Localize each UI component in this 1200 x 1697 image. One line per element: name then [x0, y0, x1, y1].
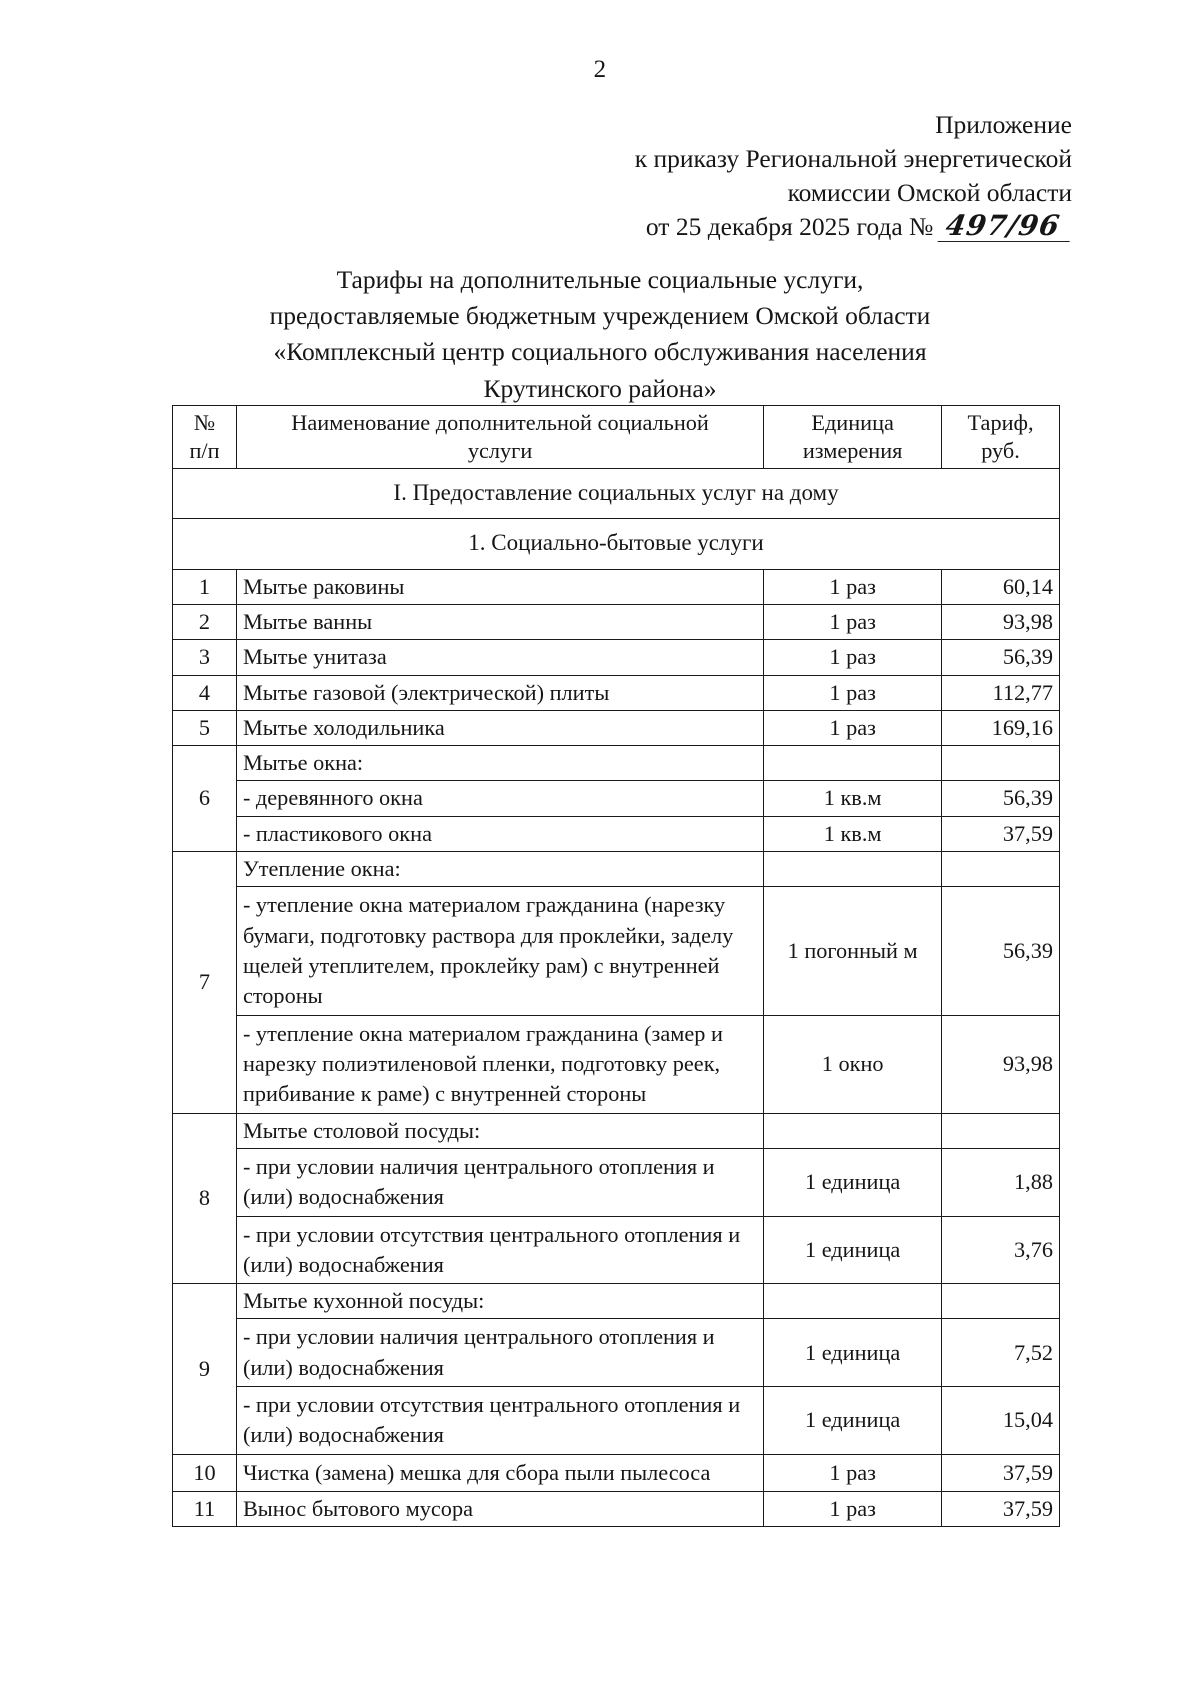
row-price: 37,59: [942, 1492, 1060, 1527]
row-unit: 1 погонный м: [764, 887, 942, 1015]
row-group-header: Мытье окна:: [236, 746, 763, 781]
row-price: 3,76: [942, 1216, 1060, 1284]
row-number: 3: [173, 640, 237, 675]
table-row: [173, 1492, 1060, 1527]
title-line-1: Тарифы на дополнительные социальные услуги,: [336, 265, 864, 294]
row-price: 56,39: [942, 640, 1060, 675]
row-unit: 1 единица: [764, 1319, 942, 1387]
column-header-unit-line1: Единица: [811, 410, 894, 435]
row-service-name: - деревянного окна: [236, 781, 763, 816]
row-unit: 1 раз: [764, 604, 942, 639]
row-unit: 1 раз: [764, 1454, 942, 1491]
column-header-number-line2: п/п: [189, 438, 220, 464]
row-service-name: Мытье газовой (электрической) плиты: [236, 675, 763, 710]
column-header-name-line1: Наименование дополнительной социальной: [291, 410, 709, 435]
column-header-price-line1: Тариф,: [967, 410, 1034, 435]
approval-line-2: к приказу Региональной энергетической: [634, 143, 1072, 173]
row-price: 15,04: [942, 1387, 1060, 1455]
table-row: [173, 1216, 1060, 1284]
column-header-unit: [764, 406, 942, 469]
table-row: [173, 1319, 1060, 1387]
approval-order-line: [552, 210, 1072, 244]
row-service-name: - утепление окна материалом гражданина (нарезку бумаги, подготовку раствора для проклейки, заделу щелей утеплителем, проклейку рам) с внутренней стороны: [236, 887, 763, 1015]
row-unit: 1 раз: [764, 675, 942, 710]
row-service-name: - при условии отсутствия центрального отопления и (или) водоснабжения: [236, 1216, 763, 1284]
row-number: 1: [173, 569, 237, 604]
section-heading-row: [173, 469, 1060, 519]
row-service-name: Мытье холодильника: [236, 710, 763, 745]
row-number: 6: [173, 746, 237, 852]
row-number: 4: [173, 675, 237, 710]
row-price: 93,98: [942, 604, 1060, 639]
row-price: [942, 1284, 1060, 1319]
order-number-handwritten: 497/96: [938, 211, 1075, 242]
row-number: 2: [173, 604, 237, 639]
row-price: 37,59: [942, 1454, 1060, 1491]
row-number: 9: [173, 1284, 237, 1455]
row-unit: 1 окно: [764, 1015, 942, 1113]
title-line-3: «Комплексный центр социального обслуживания населения: [273, 337, 927, 367]
row-service-name: Мытье ванны: [236, 604, 763, 639]
row-unit: 1 раз: [764, 1492, 942, 1527]
column-header-name-line2: услуги: [467, 438, 533, 464]
table-row: [173, 569, 1060, 604]
row-unit: 1 кв.м: [764, 816, 942, 851]
row-price: 60,14: [942, 569, 1060, 604]
row-price: 1,88: [942, 1148, 1060, 1216]
row-unit: 1 раз: [764, 569, 942, 604]
row-service-name: - утепление окна материалом гражданина (замер и нарезку полиэтиленовой пленки, подготовку реек, прибивание к раме) с внутренней стороны: [236, 1015, 763, 1113]
row-service-name: - при условии отсутствия центрального отопления и (или) водоснабжения: [236, 1387, 763, 1455]
table-row: [173, 640, 1060, 675]
row-group-header: Мытье столовой посуды:: [236, 1113, 763, 1148]
column-header-price-line2: руб.: [981, 438, 1020, 464]
approval-line-3: комиссии Омской области: [787, 177, 1072, 207]
row-price: [942, 1113, 1060, 1148]
table-row: [173, 604, 1060, 639]
row-unit: 1 единица: [764, 1216, 942, 1284]
column-header-number: [173, 406, 237, 469]
document-title: [0, 262, 1200, 407]
page-number: 2: [593, 56, 607, 83]
approval-line-1: Приложение: [935, 110, 1072, 139]
row-price: 93,98: [942, 1015, 1060, 1113]
row-unit: 1 кв.м: [764, 781, 942, 816]
row-price: 112,77: [942, 675, 1060, 710]
row-price: 7,52: [942, 1319, 1060, 1387]
table-row: [173, 1454, 1060, 1491]
row-service-name: Мытье унитаза: [236, 640, 763, 675]
row-price: 56,39: [942, 781, 1060, 816]
row-price: [942, 746, 1060, 781]
row-price: 56,39: [942, 887, 1060, 1015]
subsection-heading-1: 1. Социально-бытовые услуги: [173, 519, 1060, 569]
row-unit: 1 раз: [764, 640, 942, 675]
row-price: [942, 852, 1060, 887]
subsection-heading-row: [173, 519, 1060, 569]
row-service-name: Чистка (замена) мешка для сбора пыли пылесоса: [236, 1454, 763, 1491]
section-heading-1: I. Предоставление социальных услуг на дому: [173, 469, 1060, 519]
row-service-name: - пластикового окна: [236, 816, 763, 851]
row-number: 5: [173, 710, 237, 745]
row-number: 8: [173, 1113, 237, 1284]
row-service-name: Вынос бытового мусора: [236, 1492, 763, 1527]
table-row: [173, 781, 1060, 816]
column-header-number-line1: №: [193, 410, 216, 435]
table-row: [173, 1284, 1060, 1319]
table-row: [173, 1113, 1060, 1148]
row-number: 11: [173, 1492, 237, 1527]
column-header-price: [942, 406, 1060, 469]
row-unit: [764, 852, 942, 887]
row-unit: 1 единица: [764, 1387, 942, 1455]
table-row: [173, 1148, 1060, 1216]
table-row: [173, 675, 1060, 710]
row-unit: 1 раз: [764, 710, 942, 745]
row-service-name: Мытье раковины: [236, 569, 763, 604]
row-unit: [764, 1284, 942, 1319]
table-row: [173, 1015, 1060, 1113]
title-line-4: Крутинского района»: [483, 373, 717, 403]
row-number: 10: [173, 1454, 237, 1491]
table-row: [173, 746, 1060, 781]
row-unit: 1 единица: [764, 1148, 942, 1216]
tariff-table: [172, 405, 1060, 1527]
table-row: [173, 887, 1060, 1015]
approval-block: [552, 108, 1072, 244]
row-unit: [764, 1113, 942, 1148]
column-header-service-name: [236, 406, 763, 469]
row-price: 169,16: [942, 710, 1060, 745]
row-unit: [764, 746, 942, 781]
row-group-header: Мытье кухонной посуды:: [236, 1284, 763, 1319]
table-row: [173, 710, 1060, 745]
title-line-2: предоставляемые бюджетным учреждением Омской области: [269, 301, 931, 331]
table-row: [173, 1387, 1060, 1455]
column-header-unit-line2: измерения: [802, 438, 903, 464]
row-service-name: - при условии наличия центрального отопления и (или) водоснабжения: [236, 1148, 763, 1216]
table-row: [173, 816, 1060, 851]
table-header-row: [173, 406, 1060, 469]
row-group-header: Утепление окна:: [236, 852, 763, 887]
row-service-name: - при условии наличия центрального отопления и (или) водоснабжения: [236, 1319, 763, 1387]
order-date-prefix: от 25 декабря 2025 года №: [645, 211, 934, 241]
row-number: 7: [173, 852, 237, 1114]
table-row: [173, 852, 1060, 887]
row-price: 37,59: [942, 816, 1060, 851]
